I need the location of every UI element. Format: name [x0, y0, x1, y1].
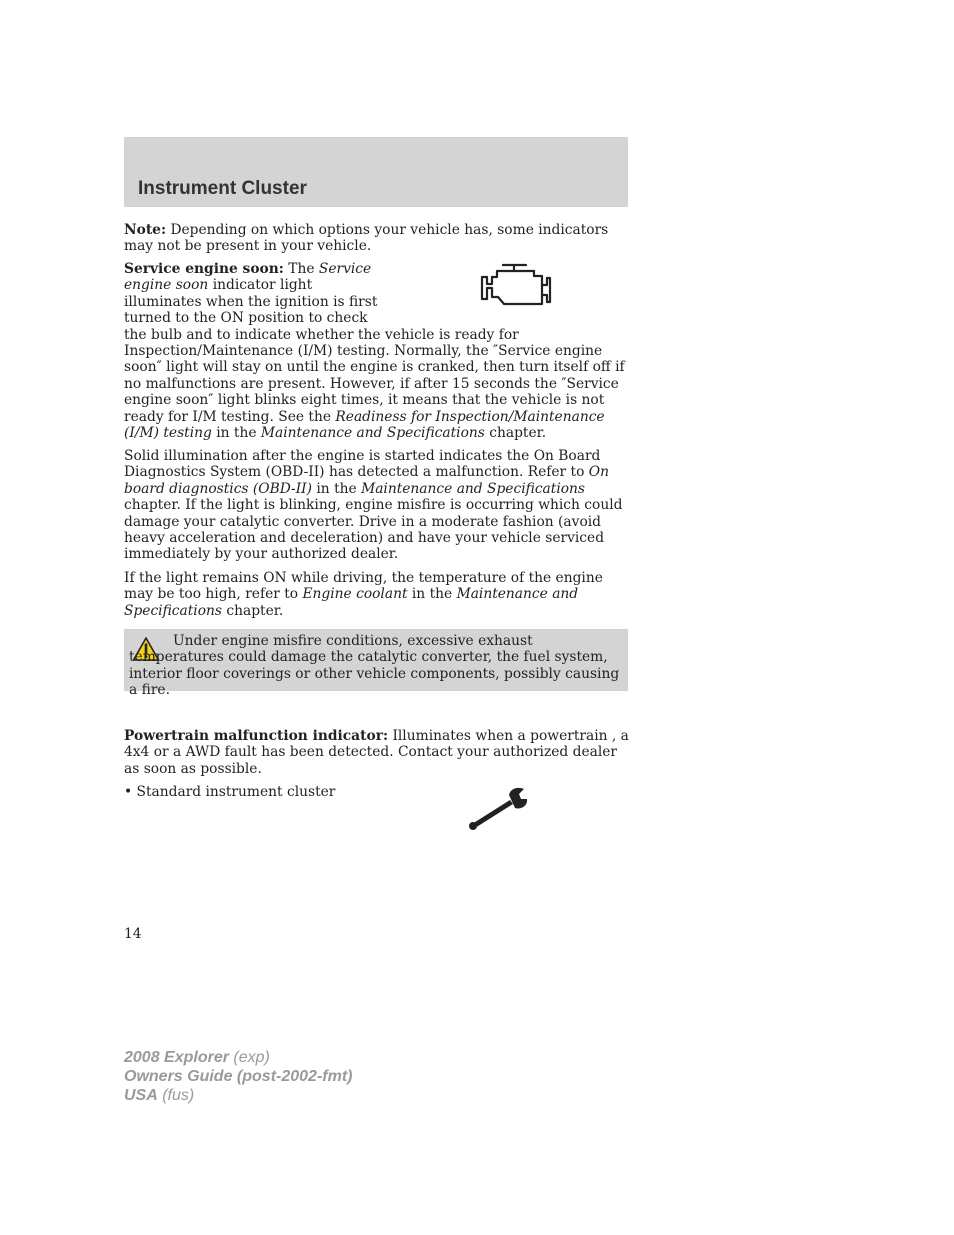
light-on-italic-1: Engine coolant: [302, 586, 408, 603]
footer-line-guide: [124, 1067, 352, 1086]
service-engine-paragraph: [124, 261, 630, 441]
solid-italic-1: On board diagnostics (OBD-II): [124, 464, 609, 497]
footer-region: USA: [124, 1087, 158, 1104]
service-engine-text-4: in the: [211, 425, 261, 442]
solid-illumination-paragraph: [124, 448, 630, 563]
footer-model: 2008 Explorer: [124, 1049, 229, 1066]
light-on-text-1: If the light remains ON while driving, the temperature of the engine may be too high, refer to: [124, 570, 603, 603]
service-engine-text-1: The: [283, 261, 319, 277]
note-paragraph: [124, 222, 630, 255]
service-engine-italic-2: engine soon: [124, 277, 209, 294]
service-engine-italic-4: Maintenance and Specifications: [260, 425, 485, 442]
powertrain-label: Powertrain malfunction indicator:: [124, 728, 389, 744]
footer-line-model: [124, 1048, 352, 1067]
solid-italic-2: Maintenance and Specifications: [361, 480, 585, 497]
note-label: Note:: [124, 222, 167, 238]
service-engine-line-1: [124, 261, 630, 277]
warning-box: [124, 629, 628, 699]
footer-model-code: (exp): [228, 1049, 270, 1066]
light-on-paragraph: [124, 570, 630, 619]
warning-text: Under engine misfire conditions, excessive exhaust temperatures could damage the catalytic converter, the fuel system, interior floor coverings or other vehicle components, possibly causing a fire.: [129, 633, 620, 699]
service-engine-label: Service engine soon:: [124, 261, 284, 277]
solid-text-2: in the: [312, 480, 362, 497]
service-engine-text-5: chapter.: [484, 425, 547, 442]
note-text: Depending on which options your vehicle has, some indicators may not be present in your vehicle.: [124, 222, 609, 255]
solid-text-3: chapter. If the light is blinking, engine misfire is occurring which could damage your catalytic converter. Drive in a moderate fashion (avoid heavy acceleration and deceleration) and have your vehicle serviced immediately by your authorized dealer.: [124, 497, 623, 563]
service-engine-italic-3: Readiness for Inspection/Maintenance (I/M) testing: [124, 408, 605, 442]
footer: [124, 1048, 352, 1105]
page-number: 14: [124, 926, 142, 942]
service-engine-line-4: turned to the ON position to check: [124, 310, 368, 327]
powertrain-paragraph: [124, 728, 630, 777]
wrench-icon: [466, 786, 530, 834]
service-engine-text-2: indicator light: [208, 277, 313, 294]
service-engine-line-2: [124, 277, 630, 293]
light-on-text-3: chapter.: [221, 602, 284, 619]
footer-line-region: [124, 1086, 352, 1105]
solid-text-1: Solid illumination after the engine is started indicates the On Board Diagnostics System (OBD-II) has detected a malfunction. Refer to: [124, 448, 601, 481]
service-engine-text-3: the bulb and to indicate whether the vehicle is ready for Inspection/Maintenance (I/M) testing. Normally, the ″Service engine soon″ light will stay on until the engine is cranked, then turn itself off if no malfunctions are present. However, if after 15 seconds the ″Service engine soon″ light blinks eight times, it means that the vehicle is not ready for I/M testing. See the: [124, 326, 625, 425]
service-engine-line-3: illuminates when the ignition is first: [124, 293, 378, 310]
section-header: [124, 137, 628, 207]
bullet-item: • Standard instrument cluster: [124, 784, 336, 800]
light-on-text-2: in the: [407, 586, 457, 603]
powertrain-text: Illuminates when a powertrain , a 4x4 or a AWD fault has been detected. Contact your authorized dealer as soon as possible.: [124, 728, 629, 777]
service-engine-italic-1: Service: [318, 261, 372, 277]
light-on-italic-2: Maintenance and Specifications: [124, 586, 579, 619]
footer-guide: Owners Guide (post-2002-fmt): [124, 1068, 353, 1085]
section-title: Instrument Cluster: [138, 178, 307, 199]
check-engine-icon: [478, 262, 554, 310]
footer-region-code: (fus): [157, 1087, 195, 1104]
